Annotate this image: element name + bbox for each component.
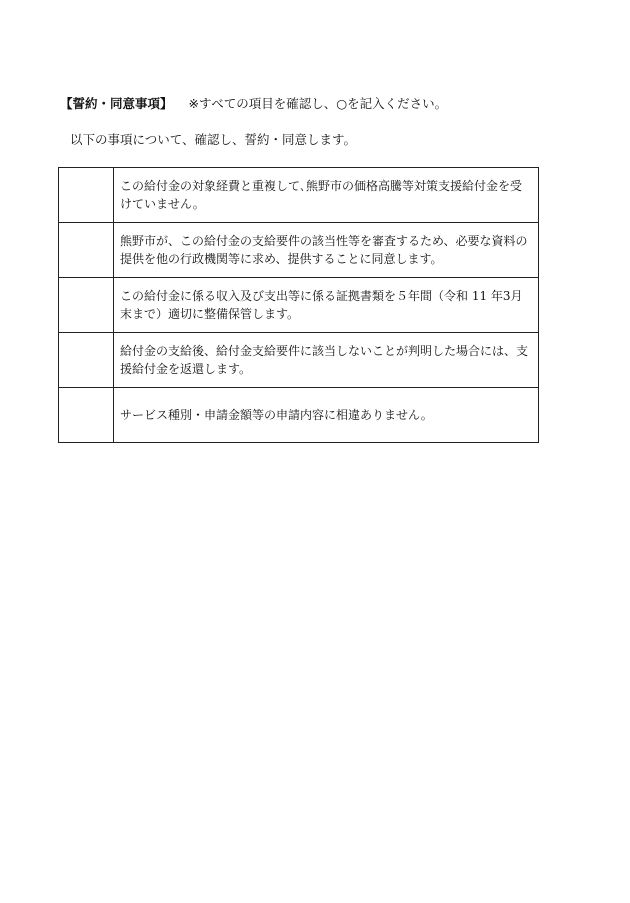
check-mark-cell[interactable] xyxy=(59,278,114,333)
agreement-row xyxy=(59,388,539,443)
agreement-row xyxy=(59,168,539,223)
agreement-row xyxy=(59,333,539,388)
agreement-text: この給付金の対象経費と重複して､熊野市の価格高騰等対策支援給付金を受けていません。 xyxy=(120,179,523,211)
check-mark-cell[interactable] xyxy=(59,168,114,223)
instruction-note: ※すべての項目を確認し、○を記入ください。 xyxy=(188,96,448,111)
agreement-row xyxy=(59,278,539,333)
agreement-text: サービス種別・申請金額等の申請内容に相違ありません。 xyxy=(120,408,433,422)
check-mark-cell[interactable] xyxy=(59,388,114,443)
agreement-text-cell xyxy=(114,223,539,278)
agreement-text: 給付金の支給後、給付金支給要件に該当しないことが判明した場合には、支援給付金を返還します。 xyxy=(120,344,529,376)
agreement-text-cell xyxy=(114,278,539,333)
agreement-row xyxy=(59,223,539,278)
check-mark-cell[interactable] xyxy=(59,333,114,388)
agreement-text-cell xyxy=(114,388,539,443)
agreement-text: 熊野市が、この給付金の支給要件の該当性等を審査するため、必要な資料の提供を他の行政機関等に求め、提供することに同意します。 xyxy=(120,234,528,266)
agreement-text-cell xyxy=(114,168,539,223)
intro-text: 以下の事項について、確認し、誓約・同意します。 xyxy=(70,132,357,147)
section-title: 【誓約・同意事項】 xyxy=(60,96,173,111)
check-mark-cell[interactable] xyxy=(59,223,114,278)
section-heading xyxy=(60,96,447,112)
agreement-table xyxy=(58,167,539,443)
agreement-text-cell xyxy=(114,333,539,388)
agreement-text: この給付金に係る収入及び支出等に係る証拠書類を５年間（令和 11 年3月末まで）適切に整備保管します。 xyxy=(120,289,523,321)
